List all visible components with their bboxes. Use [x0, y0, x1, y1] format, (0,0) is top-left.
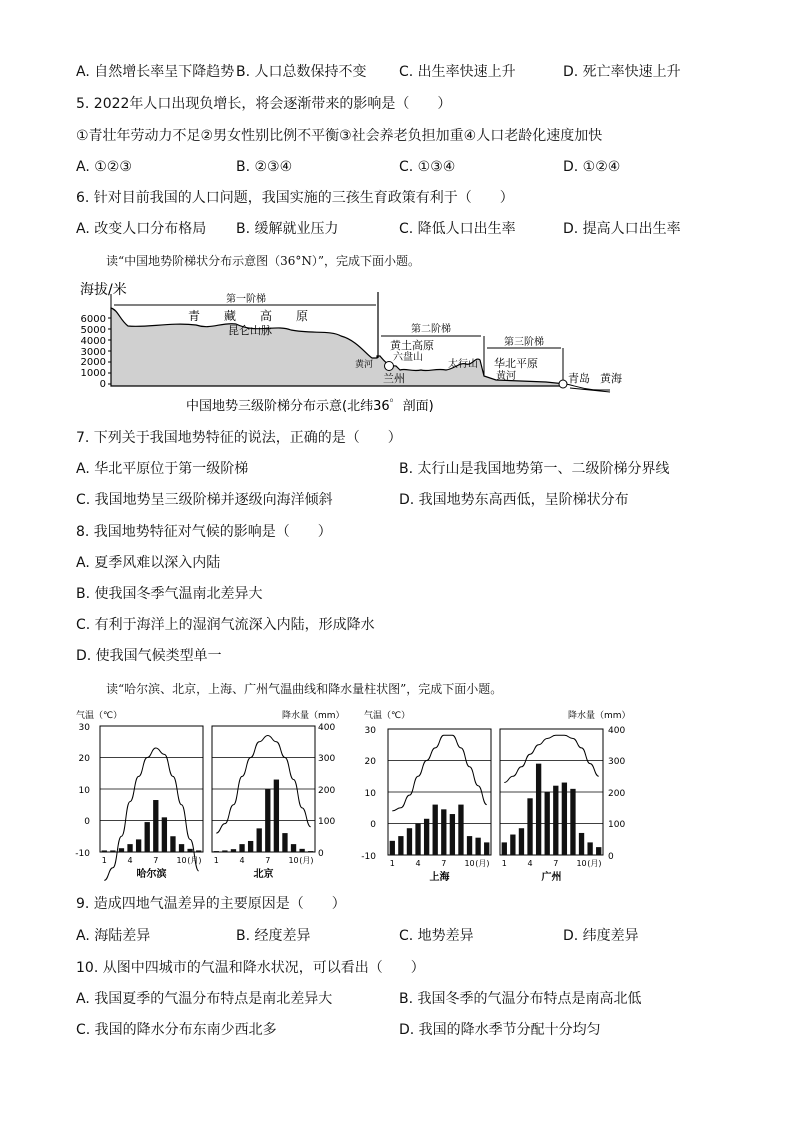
- city-name: 广州: [541, 872, 562, 883]
- precip-bar: [162, 817, 167, 852]
- precip-bar: [265, 789, 270, 852]
- tick: 200: [608, 789, 626, 799]
- precip-bar: [282, 833, 287, 852]
- profile-ylabel: 海拔/米: [80, 282, 127, 298]
- month-tick: 10: [464, 859, 475, 868]
- month-tick: 7: [153, 856, 159, 865]
- q9-option-b: B. 经度差异: [236, 928, 311, 944]
- q8-option-b: B. 使我国冬季气温南北差异大: [76, 586, 263, 602]
- ytick: 0: [99, 379, 106, 390]
- q6-option-a: A. 改变人口分布格局: [76, 221, 207, 237]
- taihang-label: 太行山: [448, 359, 478, 370]
- precip-bar: [510, 835, 515, 855]
- tick: 300: [318, 754, 336, 764]
- precip-bar: [502, 842, 507, 855]
- profile-caption: 中国地势三级阶梯分布示意(北纬36゜剖面): [186, 399, 434, 414]
- precip-ticks-left-pair: [318, 723, 335, 859]
- precip-bar: [519, 828, 524, 855]
- kunlun-label: 昆仑山脉: [228, 324, 272, 337]
- intro-climate: 读“哈尔滨、北京，上海、广州气温曲线和降水量柱状图”，完成下面小题。: [106, 682, 503, 696]
- q5-items: ①青壮年劳动力不足②男女性别比例不平衡③社会养老负担加重④人口老龄化速度加快: [76, 128, 603, 144]
- precip-axis-label: 降水量（mm）: [282, 711, 345, 721]
- tick: 10: [364, 789, 376, 799]
- precip-bar: [274, 780, 279, 852]
- tick: 100: [608, 820, 626, 830]
- precip-bar: [579, 833, 584, 855]
- precip-bar: [475, 838, 480, 855]
- precip-bar: [398, 836, 403, 855]
- precip-bar: [153, 800, 158, 852]
- q5-option-a: A. ①②③: [76, 159, 132, 175]
- climate-charts: [70, 704, 640, 884]
- loess-label: 黄土高原: [390, 339, 434, 352]
- precip-bar: [308, 851, 313, 852]
- precip-bar: [407, 828, 412, 855]
- precip-bar: [136, 839, 141, 852]
- precip-bar: [484, 842, 489, 855]
- precip-bar: [102, 850, 107, 852]
- tick: 0: [318, 849, 324, 859]
- tick: 10: [78, 786, 90, 796]
- precip-bar: [553, 786, 558, 855]
- ytick: 3000: [80, 347, 106, 358]
- step1-label: 第一阶梯: [226, 294, 266, 305]
- precip-bar: [299, 849, 304, 852]
- month-unit: (月): [475, 859, 490, 868]
- temp-axis-label: 气温（℃）: [76, 711, 123, 721]
- huabei-label: 华北平原: [494, 357, 538, 370]
- city-name: 哈尔滨: [136, 869, 167, 880]
- tick: 300: [608, 757, 626, 767]
- tick: 30: [78, 723, 90, 733]
- temperature-curve: [216, 735, 310, 833]
- tick: -10: [75, 849, 90, 859]
- precip-bar: [170, 836, 175, 852]
- step3-label: 第三阶梯: [504, 337, 544, 348]
- city-name: 北京: [253, 869, 274, 880]
- precip-bar: [145, 822, 150, 852]
- month-tick: 7: [265, 856, 271, 865]
- month-unit: (月): [187, 856, 202, 865]
- q6-stem: 6. 针对目前我国的人口问题，我国实施的三孩生育政策有利于（ ）: [76, 190, 514, 206]
- precip-bar: [127, 844, 132, 852]
- tick: 400: [318, 723, 336, 733]
- intro-terrain: 读“中国地势阶梯状分布示意图（36°N）”，完成下面小题。: [106, 254, 421, 268]
- precip-bar: [415, 824, 420, 856]
- tick: 400: [608, 726, 626, 736]
- precip-bar: [248, 841, 253, 852]
- q9-option-c: C. 地势差异: [399, 928, 474, 944]
- precip-bar: [433, 805, 438, 855]
- month-unit: (月): [299, 856, 314, 865]
- ytick: 1000: [80, 368, 106, 379]
- month-tick: 1: [101, 856, 107, 865]
- precip-bar: [527, 798, 532, 855]
- tick: 30: [364, 726, 376, 736]
- precip-bar: [545, 792, 550, 855]
- month-tick: 1: [501, 859, 507, 868]
- precip-bar: [257, 828, 262, 852]
- temperature-curve: [392, 735, 486, 811]
- precip-bar: [214, 851, 219, 852]
- month-tick: 4: [127, 856, 133, 865]
- yellowsea-label: 黄海: [600, 372, 622, 385]
- q8-option-a: A. 夏季风难以深入内陆: [76, 555, 221, 571]
- ytick: 5000: [80, 325, 106, 336]
- q9-stem: 9. 造成四地气温差异的主要原因是（ ）: [76, 896, 346, 912]
- precip-bar: [570, 789, 575, 855]
- precip-ticks-right-pair: [608, 726, 625, 862]
- temp-axis-label: 气温（℃）: [364, 711, 411, 721]
- tick: 0: [370, 820, 376, 830]
- precip-bar: [231, 849, 236, 852]
- q9-option-a: A. 海陆差异: [76, 928, 151, 944]
- month-tick: 1: [213, 856, 219, 865]
- month-tick: 10: [288, 856, 299, 865]
- temp-ticks-left: [75, 723, 90, 859]
- temperature-curve: [504, 735, 598, 782]
- q6-option-d: D. 提高人口出生率: [563, 221, 681, 237]
- precip-axis-label: 降水量（mm）: [568, 711, 631, 721]
- q8-option-c: C. 有利于海洋上的湿润气流深入内陆，形成降水: [76, 617, 375, 633]
- precip-bar: [119, 848, 124, 852]
- precip-bar: [110, 850, 115, 852]
- tick: -10: [361, 852, 376, 862]
- month-tick: 4: [239, 856, 245, 865]
- huanghe-label-2: 黄河: [496, 371, 516, 382]
- precip-bar: [441, 809, 446, 855]
- qingdao-label: 青岛: [568, 372, 590, 385]
- q8-stem: 8. 我国地势特征对气候的影响是（ ）: [76, 524, 332, 540]
- q9-option-d: D. 纬度差异: [563, 928, 639, 944]
- liupan-label: 六盘山: [393, 352, 423, 363]
- q7-option-d: D. 我国地势东高西低，呈阶梯状分布: [399, 492, 629, 508]
- qingzang-char: 原: [296, 309, 309, 323]
- tick: 100: [318, 817, 336, 827]
- precip-bar: [536, 764, 541, 855]
- q4-option-c: C. 出生率快速上升: [399, 64, 516, 80]
- precip-bar: [390, 841, 395, 855]
- qingzang-char: 藏: [224, 309, 237, 323]
- month-tick: 10: [576, 859, 587, 868]
- precip-bar: [187, 849, 192, 852]
- q5-option-d: D. ①②④: [563, 159, 621, 175]
- month-tick: 7: [553, 859, 559, 868]
- q5-option-b: B. ②③④: [236, 159, 293, 175]
- precip-bar: [458, 805, 463, 855]
- temp-ticks-right-pair: [361, 726, 376, 862]
- q7-stem: 7. 下列关于我国地势特征的说法，正确的是（ ）: [76, 430, 402, 446]
- ytick: 6000: [80, 314, 106, 325]
- q6-option-c: C. 降低人口出生率: [399, 221, 516, 237]
- ytick: 4000: [80, 336, 106, 347]
- terrain-profile-diagram: [76, 272, 622, 420]
- q4-option-d: D. 死亡率快速上升: [563, 64, 681, 80]
- precip-bar: [291, 844, 296, 852]
- q10-option-b: B. 我国冬季的气温分布特点是南高北低: [399, 991, 642, 1007]
- q8-option-d: D. 使我国气候类型单一: [76, 648, 222, 664]
- lanzhou-label: 兰州: [383, 372, 405, 385]
- month-tick: 7: [441, 859, 447, 868]
- q4-option-a: A. 自然增长率呈下降趋势: [76, 64, 235, 80]
- precip-bar: [587, 842, 592, 855]
- q5-stem: 5. 2022年人口出现负增长，将会逐渐带来的影响是（ ）: [76, 96, 452, 112]
- tick: 0: [84, 817, 90, 827]
- precip-bar: [424, 819, 429, 855]
- q7-option-b: B. 太行山是我国地势第一、二级阶梯分界线: [399, 461, 670, 477]
- city-name: 上海: [429, 872, 450, 883]
- tick: 20: [78, 754, 90, 764]
- q10-stem: 10. 从图中四城市的气温和降水状况，可以看出（ ）: [76, 960, 425, 976]
- q6-option-b: B. 缓解就业压力: [236, 221, 339, 237]
- q10-option-c: C. 我国的降水分布东南少西北多: [76, 1022, 277, 1038]
- qingzang-char: 高: [260, 309, 273, 323]
- precip-bar: [596, 847, 601, 855]
- tick: 0: [608, 852, 614, 862]
- step2-label: 第二阶梯: [411, 324, 451, 335]
- tick: 200: [318, 786, 336, 796]
- precip-bar: [196, 850, 201, 852]
- precip-bar: [467, 836, 472, 855]
- precip-bar: [562, 783, 567, 855]
- q5-option-c: C. ①③④: [399, 159, 456, 175]
- q10-option-a: A. 我国夏季的气温分布特点是南北差异大: [76, 991, 333, 1007]
- tick: 20: [364, 757, 376, 767]
- q4-option-b: B. 人口总数保持不变: [236, 64, 367, 80]
- huanghe-label-1: 黄河: [355, 360, 374, 370]
- month-tick: 10: [176, 856, 187, 865]
- month-tick: 4: [415, 859, 421, 868]
- precip-bar: [239, 844, 244, 852]
- precip-bar: [179, 844, 184, 852]
- month-tick: 1: [389, 859, 395, 868]
- month-tick: 4: [527, 859, 533, 868]
- ytick: 2000: [80, 357, 106, 368]
- q10-option-d: D. 我国的降水季节分配十分均匀: [399, 1022, 601, 1038]
- month-unit: (月): [587, 859, 602, 868]
- qingzang-char: 青: [188, 309, 201, 323]
- q7-option-c: C. 我国地势呈三级阶梯并逐级向海洋倾斜: [76, 492, 333, 508]
- precip-bar: [450, 814, 455, 855]
- q7-option-a: A. 华北平原位于第一级阶梯: [76, 461, 249, 477]
- precip-bar: [222, 850, 227, 852]
